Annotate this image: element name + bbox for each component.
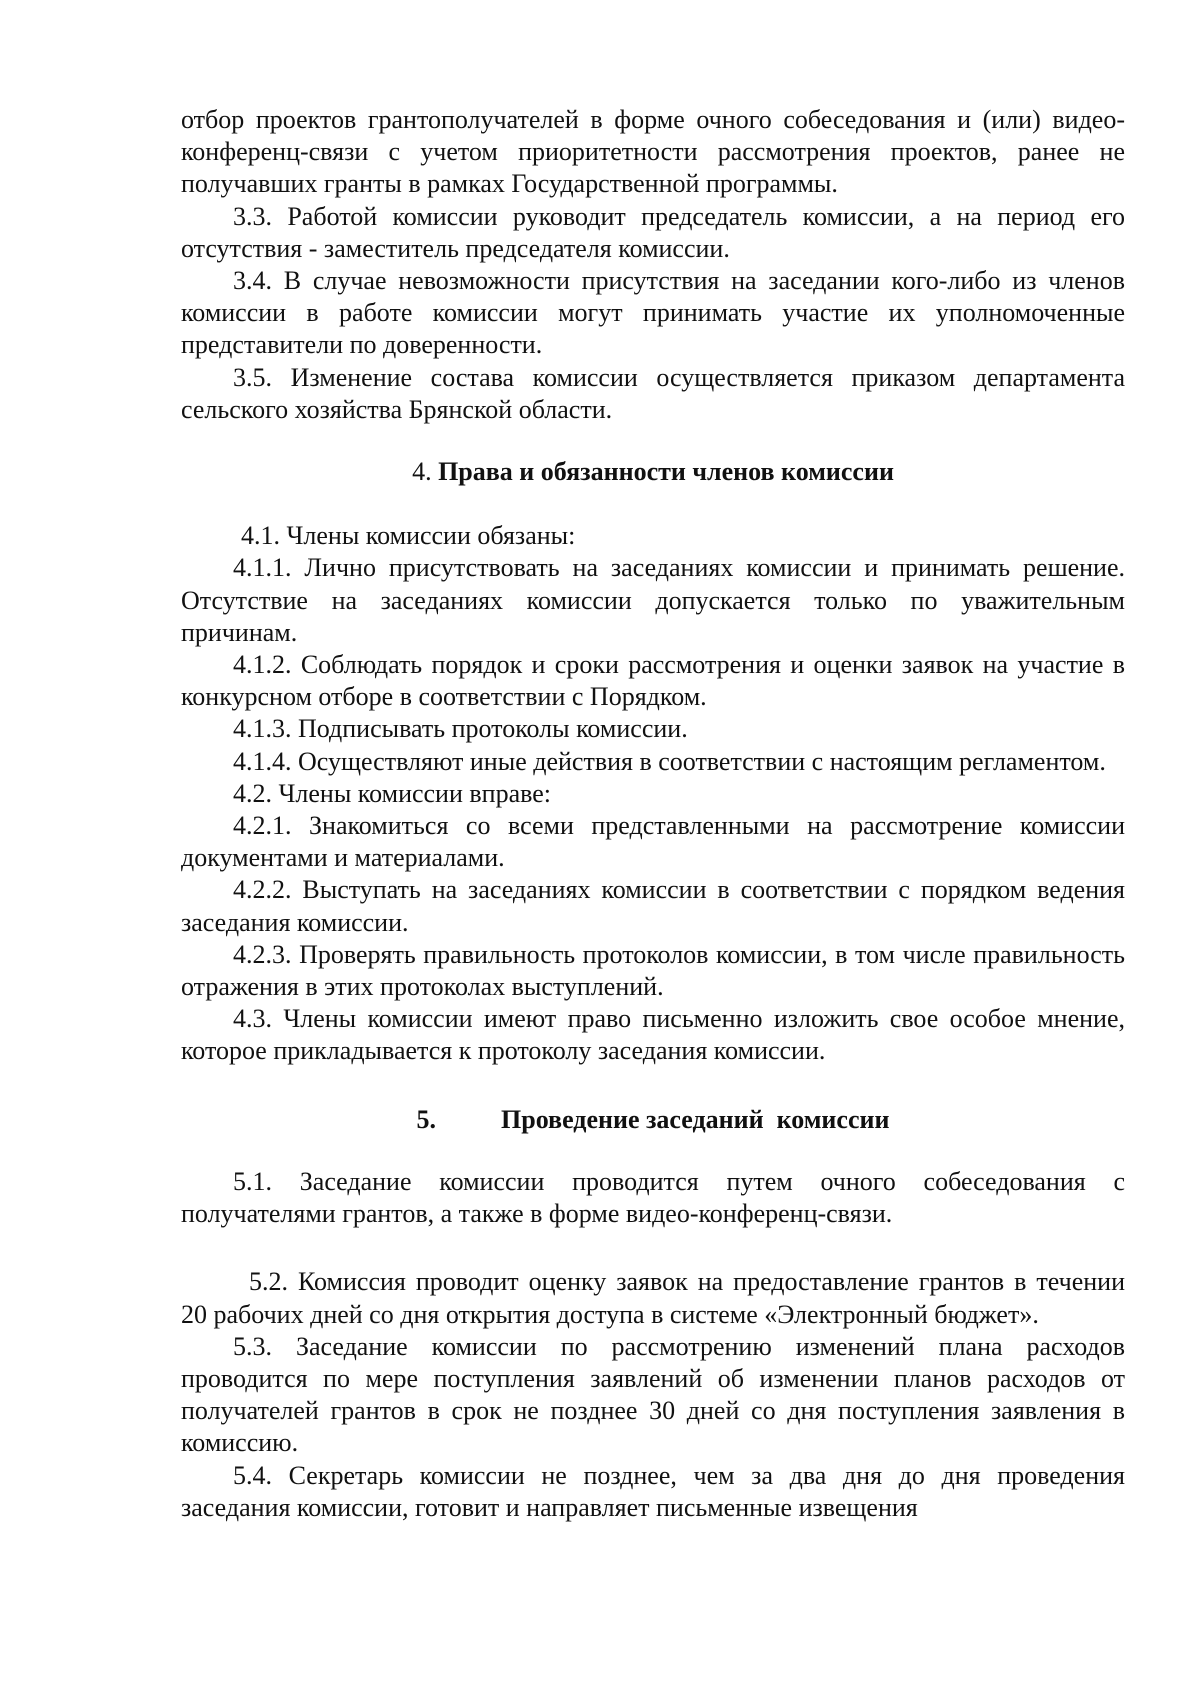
paragraph-4-1-3: 4.1.3. Подписывать протоколы комиссии. <box>233 714 688 744</box>
paragraph-4-1-2: 4.1.2. Соблюдать порядок и сроки рассмотрения и оценки заявок на участие в конкурсном отборе в соответствии с Порядком. <box>181 650 1125 712</box>
paragraph-4-1-1: 4.1.1. Лично присутствовать на заседаниях комиссии и принимать решение. Отсутствие на заседаниях комиссии допускается только по уважительным причинам. <box>181 553 1125 647</box>
paragraph-3-5: 3.5. Изменение состава комиссии осуществляется приказом департамента сельского хозяйства Брянской области. <box>181 362 1125 424</box>
spacer <box>181 488 1125 520</box>
paragraph-3-4: 3.4. В случае невозможности присутствия на заседании кого-либо из членов комиссии в работе комиссии могут принимать участие их уполномоченные представители по доверенности. <box>181 266 1125 360</box>
paragraph-4-2-2: 4.2.2. Выступать на заседаниях комиссии в соответствии с порядком ведения заседания комиссии. <box>181 875 1125 937</box>
paragraph-5-4: 5.4. Секретарь комиссии не позднее, чем за два дня до дня проведения заседания комиссии, готовит и направляет письменные извещения <box>181 1460 1125 1522</box>
spacer <box>181 1136 1125 1166</box>
paragraph-4-1: 4.1. Члены комиссии обязаны: <box>241 521 576 551</box>
paragraph-5-3: 5.3. Заседание комиссии по рассмотрению изменений плана расходов проводится по мере поступления заявлений об изменении планов расходов от получателей грантов в срок не позднее 30 дней со дня поступления заявления в комиссию. <box>181 1331 1125 1458</box>
paragraph-4-2-3: 4.2.3. Проверять правильность протоколов комиссии, в том числе правильность отражения в этих протоколах выступлений. <box>181 939 1125 1002</box>
section-5-heading: 5. Проведение заседаний комиссии <box>416 1104 890 1134</box>
document-body <box>181 104 1125 1524</box>
section-4-title: Права и обязанности членов комиссии <box>438 457 894 487</box>
paragraph-5-1: 5.1. Заседание комиссии проводится путем очного собеседования с получателями грантов, а также в форме видео-конференц-связи. <box>181 1166 1125 1229</box>
paragraph-continuation: отбор проектов грантополучателей в форме очного собеседования и (или) видео-конференц-связи с учетом приоритетности рассмотрения проектов, ранее не получавших гранты в рамках Государственной программы. <box>181 105 1125 199</box>
paragraph-3-3: 3.3. Работой комиссии руководит председатель комиссии, а на период его отсутствия - заместитель председателя комиссии. <box>181 201 1125 263</box>
section-4-heading <box>181 456 1125 488</box>
paragraph-4-1-4: 4.1.4. Осуществляют иные действия в соответствии с настоящим регламентом. <box>233 746 1106 776</box>
paragraph-4-2-1: 4.2.1. Знакомиться со всеми представленными на рассмотрение комиссии документами и материалами. <box>181 811 1125 873</box>
spacer <box>181 1230 1125 1266</box>
paragraph-4-2: 4.2. Члены комиссии вправе: <box>233 778 552 808</box>
section-4-number: 4. <box>412 457 432 487</box>
spacer <box>181 1068 1125 1104</box>
spacer <box>181 426 1125 456</box>
paragraph-5-2: 5.2. Комиссия проводит оценку заявок на предоставление грантов в течении 20 рабочих дней со дня открытия доступа в системе «Электронный бюджет». <box>181 1267 1125 1329</box>
paragraph-4-3: 4.3. Члены комиссии имеют право письменно изложить свое особое мнение, которое прикладывается к протоколу заседания комиссии. <box>181 1004 1125 1066</box>
